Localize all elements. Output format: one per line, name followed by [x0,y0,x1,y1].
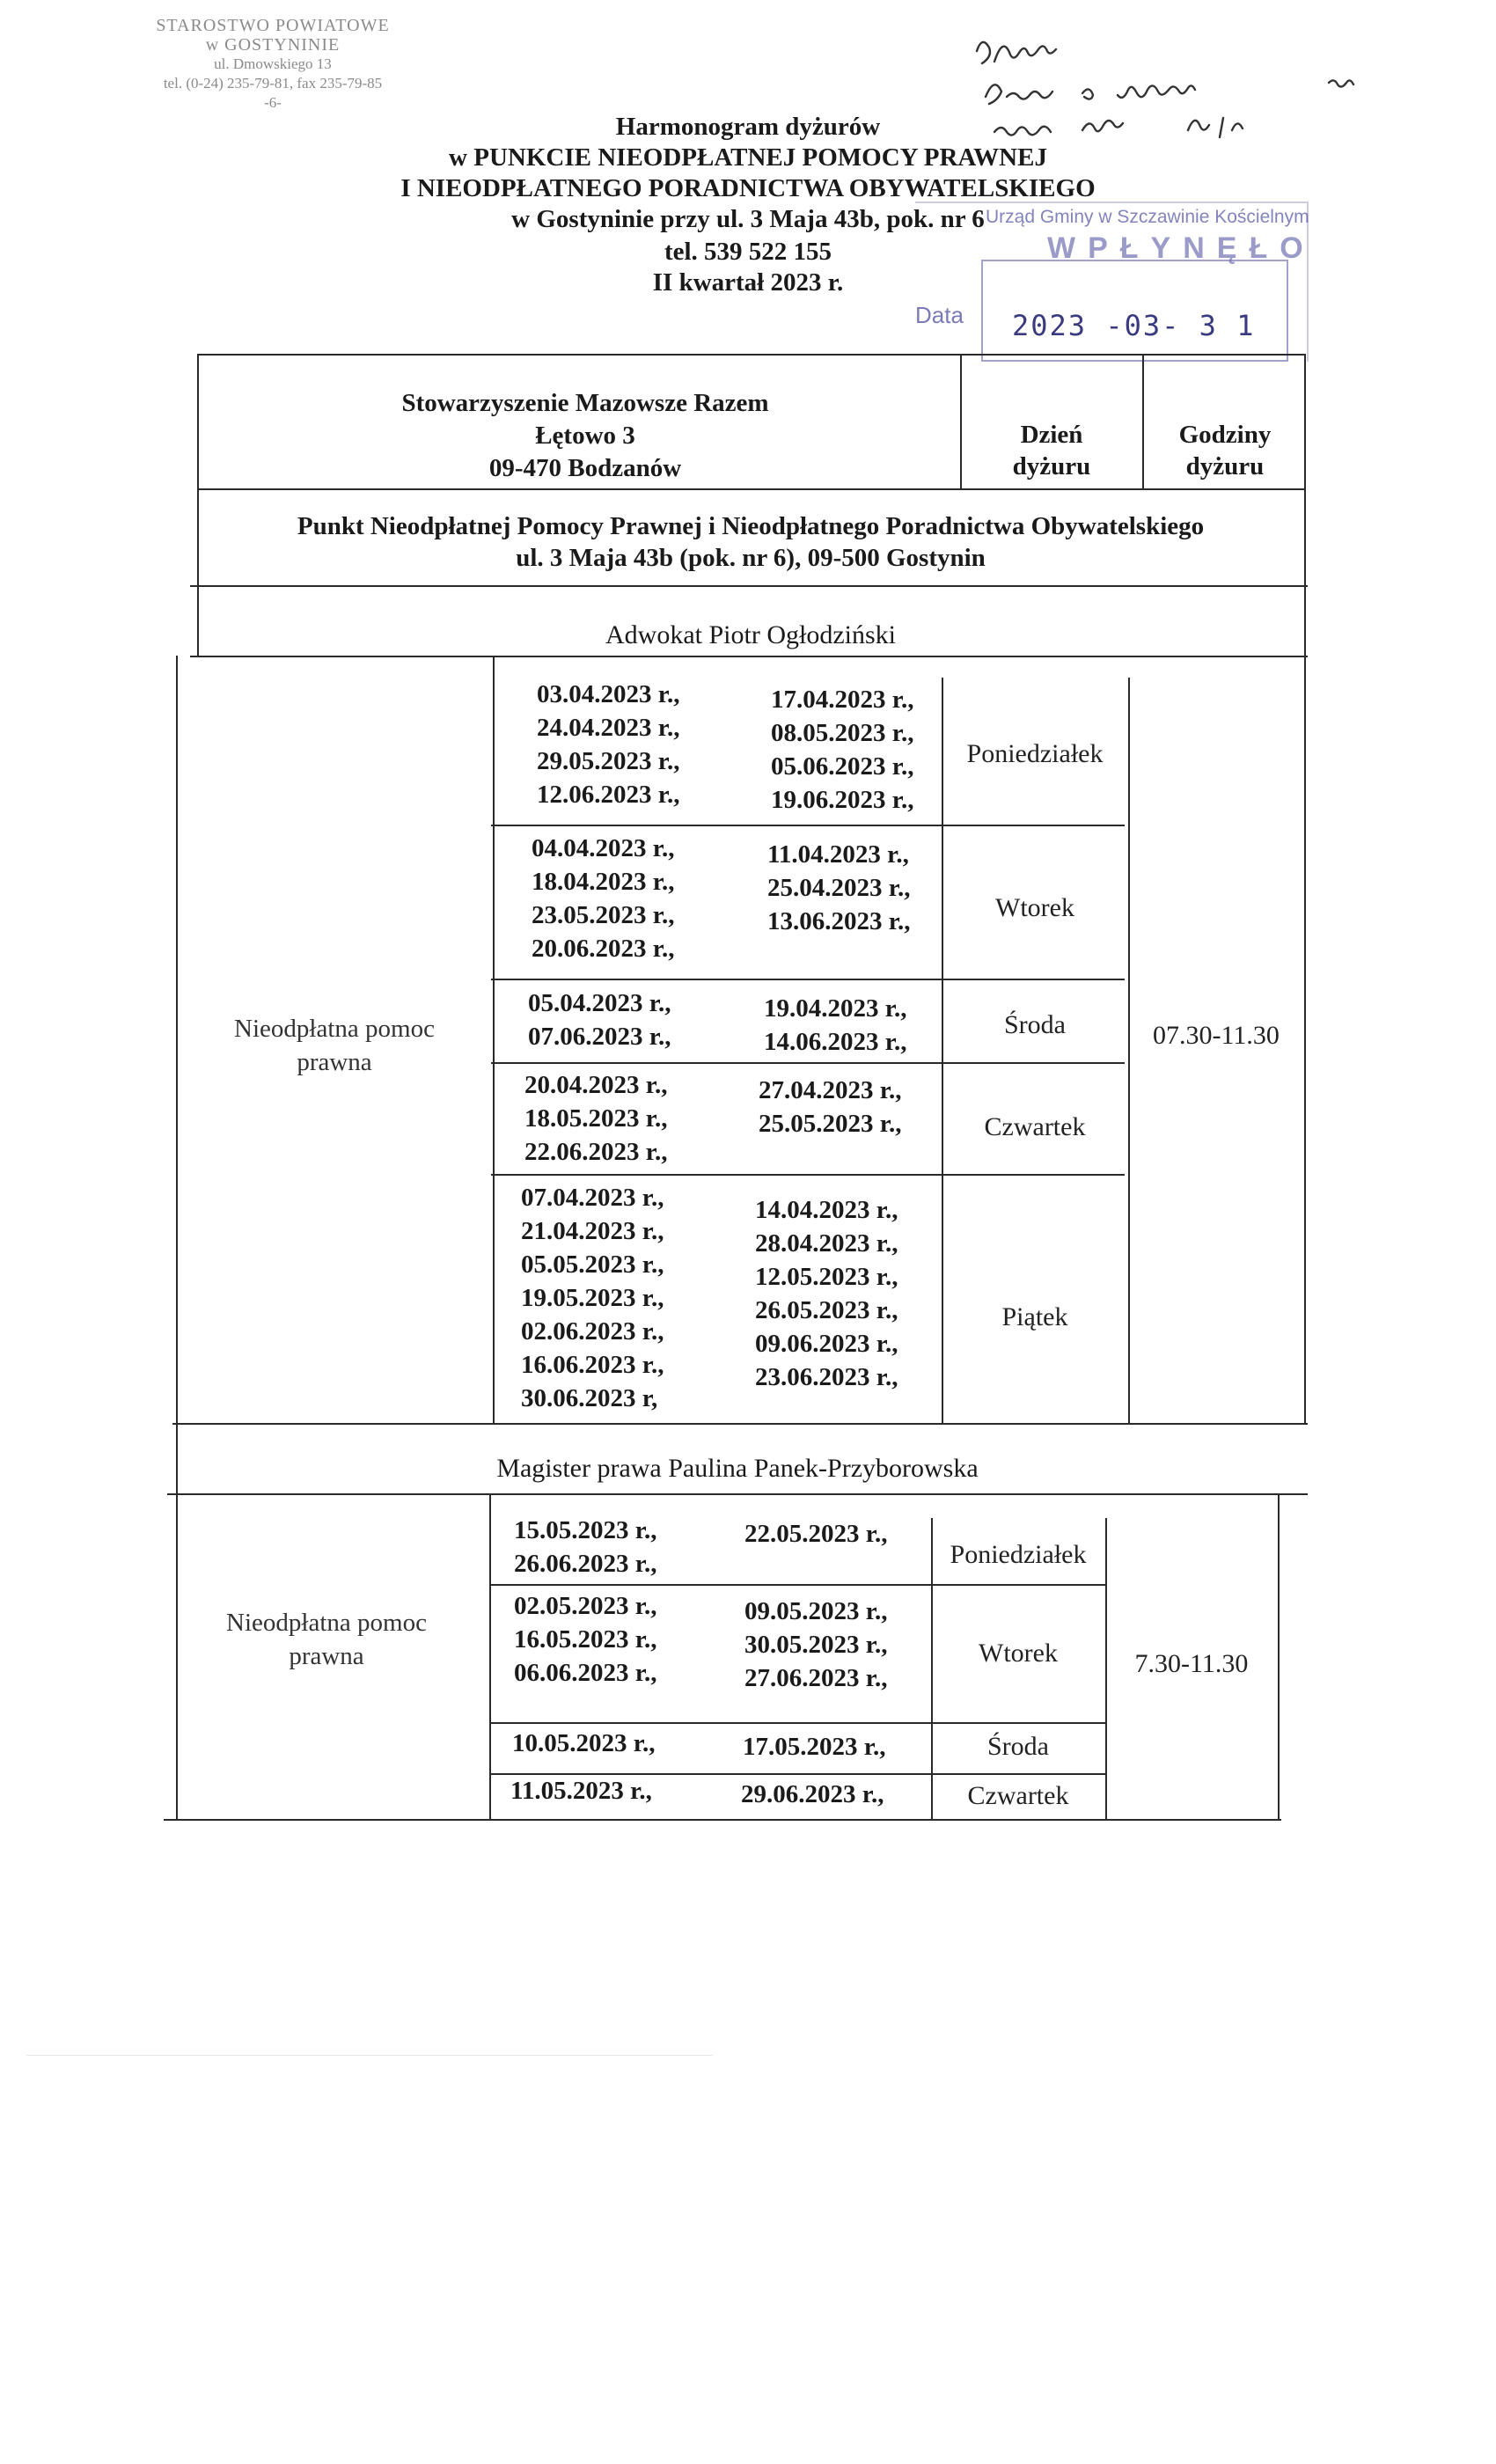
scan-edge [26,2055,713,2056]
date-entry: 09.06.2023 r., [755,1330,898,1358]
heading-line-2: w PUNKCIE NIEODPŁATNEJ POMOCY PRAWNEJ [449,143,1047,172]
table-border [167,1493,1308,1495]
stamp-date: 2023 -03- 3 1 [1012,309,1256,342]
date-entry: 12.05.2023 r., [755,1263,898,1291]
date-entry: 20.06.2023 r., [532,935,675,963]
date-entry: 26.05.2023 r., [755,1296,898,1324]
day-name: Poniedziałek [966,739,1104,768]
day-name: Piątek [1001,1302,1068,1331]
service-type [164,1606,489,1673]
dates-column [744,1595,887,1695]
date-entry: 16.05.2023 r., [514,1625,657,1654]
date-entry: 14.06.2023 r., [764,1028,907,1056]
service-label: Nieodpłatna pomoc [226,1609,427,1637]
date-entry: 27.06.2023 r., [744,1664,888,1692]
day-name: Środa [1004,1010,1066,1039]
org-city: 09-470 Bodzanów [488,454,682,482]
stamp-received: WPŁYNĘŁO [1047,231,1316,265]
page-marker: -6- [264,94,282,111]
dates-column [510,1774,652,1808]
table-border [190,656,1308,657]
date-entry: 05.06.2023 r., [771,752,914,781]
heading-line-5: tel. 539 522 155 [664,238,832,266]
date-entry: 25.04.2023 r., [767,874,911,902]
date-entry: 30.06.2023 r, [521,1384,658,1412]
date-entry: 18.05.2023 r., [524,1104,668,1133]
date-entry: 19.05.2023 r., [521,1284,664,1312]
point-name: Punkt Nieodpłatnej Pomocy Prawnej i Nieodpłatnego Poradnictwa Obywatelskiego [297,512,1205,540]
heading-line-4: w Gostyninie przy ul. 3 Maja 43b, pok. nr 6 [511,205,985,233]
date-entry: 23.06.2023 r., [755,1363,898,1391]
col-day-header [964,419,1140,482]
date-entry: 02.06.2023 r., [521,1317,664,1346]
dates-column [743,1730,885,1764]
date-entry: 29.06.2023 r., [741,1780,884,1808]
table-border [493,656,495,1423]
date-entry: 16.06.2023 r., [521,1351,664,1379]
date-entry: 15.05.2023 r., [514,1516,657,1544]
service-type [176,1012,493,1079]
dates-column [528,986,671,1053]
col-day-label: Dzień [1020,421,1083,449]
dates-column [514,1514,656,1580]
day-name: Wtorek [995,893,1074,922]
service-label: prawna [297,1048,372,1076]
stamp-office: Urząd Gminy w Szczawinie Kościelnym [986,207,1309,227]
date-entry: 18.04.2023 r., [532,868,675,896]
day-name: Czwartek [984,1112,1086,1141]
dates-column [537,678,679,811]
date-entry: 04.04.2023 r., [532,834,675,862]
table-border [491,825,1125,826]
date-entry: 28.04.2023 r., [755,1229,898,1258]
hours-value: 7.30-11.30 [1134,1649,1249,1678]
date-entry: 09.05.2023 r., [744,1597,888,1625]
service-label: prawna [289,1642,364,1670]
day-name: Wtorek [979,1639,1058,1668]
dates-column [771,683,913,817]
point-info [197,510,1304,574]
dates-column [521,1181,664,1415]
dates-column [514,1589,656,1690]
col-hours-label: dyżuru [1185,452,1265,480]
dates-column [759,1074,901,1140]
col-day-label: dyżuru [1012,452,1091,480]
office-stamp-line: STAROSTWO POWIATOWE [156,16,390,35]
dates-column [767,838,910,938]
table-border [489,1584,1105,1586]
date-entry: 26.06.2023 r., [514,1550,657,1578]
org-header [264,387,906,485]
date-entry: 06.06.2023 r., [514,1659,657,1687]
col-hours-header [1146,419,1304,482]
dates-column [512,1727,655,1760]
table-border [197,488,1304,490]
office-stamp-line: ul. Dmowskiego 13 [214,55,332,72]
table-border [197,354,199,656]
date-entry: 19.06.2023 r., [771,786,914,814]
date-entry: 05.04.2023 r., [528,989,671,1017]
dates-column [755,1193,898,1394]
day-name: Czwartek [967,1781,1069,1810]
table-border [190,585,1308,587]
date-entry: 11.05.2023 r., [510,1777,652,1805]
org-name: Stowarzyszenie Mazowsze Razem [401,389,769,417]
day-name: Środa [987,1732,1049,1761]
date-entry: 30.05.2023 r., [744,1631,888,1659]
org-street: Łętowo 3 [535,422,635,450]
table-border [1278,1493,1280,1819]
table-border [491,1062,1125,1064]
date-entry: 05.05.2023 r., [521,1250,664,1279]
dates-column [532,832,674,965]
office-stamp-line: w GOSTYNINIE [205,35,341,55]
date-entry: 22.05.2023 r., [744,1520,888,1548]
date-entry: 02.05.2023 r., [514,1592,657,1620]
date-entry: 07.06.2023 r., [528,1023,671,1051]
office-stamp [88,16,458,113]
dates-column [764,992,906,1059]
heading-line-6: II kwartał 2023 r. [652,268,844,297]
date-entry: 22.06.2023 r., [524,1138,668,1166]
table-border [491,979,1125,980]
person-name: Adwokat Piotr Ogłodziński [605,620,896,649]
heading-line-3: I NIEODPŁATNEGO PORADNICTWA OBYWATELSKIEGO [400,174,1096,202]
point-address: ul. 3 Maja 43b (pok. nr 6), 09-500 Gostynin [516,544,986,572]
date-entry: 17.05.2023 r., [743,1733,886,1761]
date-entry: 25.05.2023 r., [759,1110,902,1138]
date-entry: 14.04.2023 r., [755,1196,898,1224]
heading-line-1: Harmonogram dyżurów [615,113,881,141]
date-entry: 27.04.2023 r., [759,1076,902,1104]
table-border [489,1722,1105,1724]
person-name: Magister prawa Paulina Panek-Przyborowska [496,1454,979,1483]
date-entry: 20.04.2023 r., [524,1071,668,1099]
table-border [489,1493,491,1819]
date-entry: 07.04.2023 r., [521,1184,664,1212]
date-entry: 13.06.2023 r., [767,907,911,935]
date-entry: 12.06.2023 r., [537,781,680,809]
date-entry: 08.05.2023 r., [771,719,914,747]
date-entry: 24.04.2023 r., [537,714,680,742]
table-border [1304,354,1306,1423]
table-border [960,354,962,488]
date-entry: 17.04.2023 r., [771,686,914,714]
dates-column [744,1517,887,1551]
date-entry: 03.04.2023 r., [537,680,680,708]
table-border [491,1174,1125,1176]
date-entry: 21.04.2023 r., [521,1217,664,1245]
date-entry: 10.05.2023 r., [512,1729,656,1757]
table-border [164,1819,1281,1821]
received-stamp [915,207,1316,383]
date-entry: 29.05.2023 r., [537,747,680,775]
date-entry: 19.04.2023 r., [764,994,907,1023]
stamp-data-label: Data [915,302,964,328]
office-stamp-line: tel. (0-24) 235-79-81, fax 235-79-85 [163,75,383,92]
date-entry: 23.05.2023 r., [532,901,675,929]
service-label: Nieodpłatna pomoc [234,1015,435,1043]
hours-value: 07.30-11.30 [1153,1021,1280,1050]
table-border [172,1423,1308,1425]
date-entry: 11.04.2023 r., [767,840,909,869]
table-border [197,354,1304,356]
table-border [1142,354,1144,488]
day-name: Poniedziałek [950,1540,1087,1569]
col-hours-label: Godziny [1178,421,1272,449]
dates-column [524,1068,667,1169]
dates-column [741,1778,884,1811]
